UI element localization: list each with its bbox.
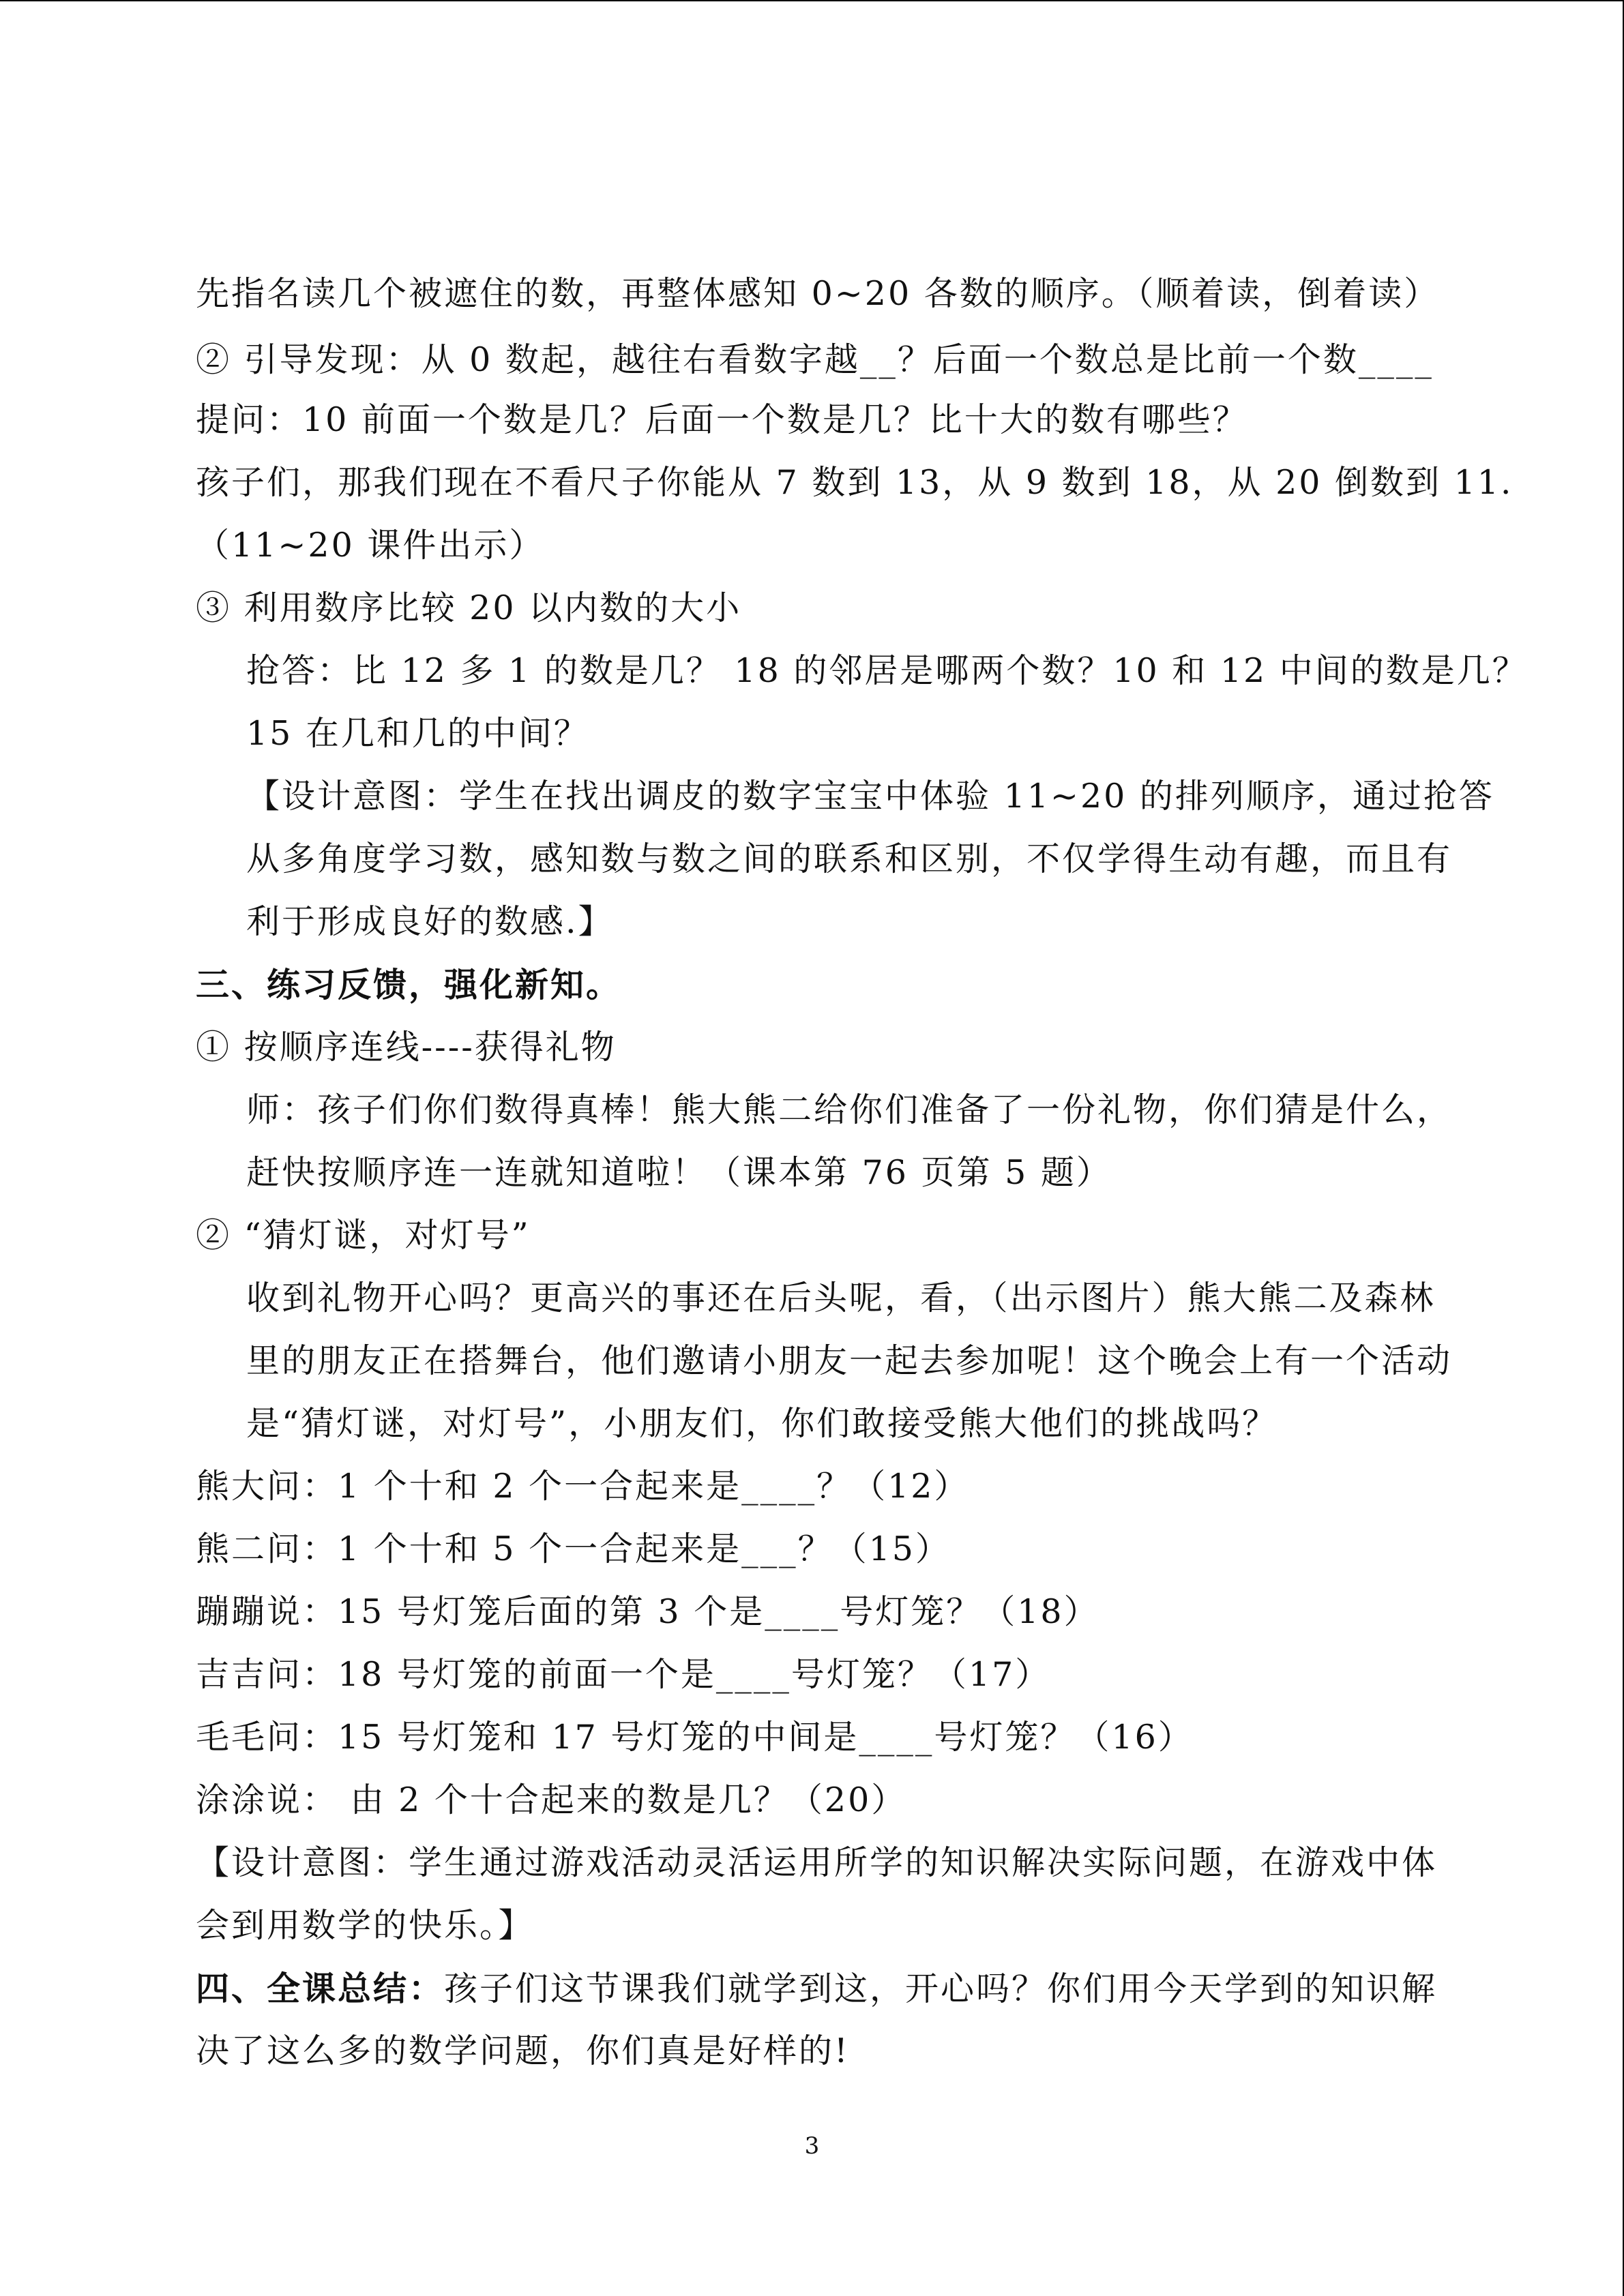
text-line: 15 在几和几的中间？ xyxy=(246,714,589,753)
riddle-line: 熊二问：1 个十和 5 个一合起来是___？（15） xyxy=(196,1530,951,1568)
riddle-line: 毛毛问：15 号灯笼和 17 号灯笼的中间是____号灯笼？（16） xyxy=(196,1718,1194,1757)
text-line: （11~20 课件出示） xyxy=(196,526,545,565)
text-line: 师：孩子们你们数得真棒！熊大熊二给你们准备了一份礼物，你们猜是什么， xyxy=(246,1090,1453,1129)
text-line: 孩子们，那我们现在不看尺子你能从 7 数到 13，从 9 数到 18，从 20 倒数到 11. xyxy=(196,463,1514,502)
text-line: 抢答：比 12 多 1 的数是几？ 18 的邻居是哪两个数？10 和 12 中间的数是几？ xyxy=(246,651,1528,690)
text-line: ② 引导发现：从 0 数起，越往右看数字越__？后面一个数总是比前一个数____ xyxy=(196,340,1434,379)
summary-line xyxy=(196,1961,1437,2016)
riddle-line: 熊大问：1 个十和 2 个一合起来是____？（12） xyxy=(196,1467,970,1506)
section-heading: 三、练习反馈，强化新知。 xyxy=(196,965,622,1004)
text-line: 收到礼物开心吗？更高兴的事还在后头呢，看，（出示图片）熊大熊二及森林 xyxy=(246,1279,1436,1317)
text-line: 先指名读几个被遮住的数，再整体感知 0~20 各数的顺序。（顺着读，倒着读） xyxy=(196,274,1440,313)
text-line: ③ 利用数序比较 20 以内数的大小 xyxy=(196,588,742,627)
text-line: 提问：10 前面一个数是几？后面一个数是几？比十大的数有哪些？ xyxy=(196,400,1248,439)
design-intent-note: 从多角度学习数，感知数与数之间的联系和区别，不仅学得生动有趣，而且有 xyxy=(246,839,1453,878)
text-line: 赶快按顺序连一连就知道啦！（课本第 76 页第 5 题） xyxy=(246,1153,1112,1192)
design-intent-note: 【设计意图：学生通过游戏活动灵活运用所学的知识解决实际问题，在游戏中体 xyxy=(196,1843,1438,1882)
design-intent-note: 【设计意图：学生在找出调皮的数字宝宝中体验 11~20 的排列顺序，通过抢答 xyxy=(246,777,1494,816)
summary-line: 决了这么多的数学问题，你们真是好样的! xyxy=(196,2031,850,2070)
text-line: ② “猜灯谜，对灯号” xyxy=(196,1216,531,1255)
riddle-line: 涂涂说： 由 2 个十合起来的数是几？（20） xyxy=(196,1780,907,1819)
summary-heading: 四、全课总结： xyxy=(196,1969,445,2008)
design-intent-note: 会到用数学的快乐。】 xyxy=(196,1906,534,1945)
text-line: 里的朋友正在搭舞台，他们邀请小朋友一起去参加呢！这个晚会上有一个活动 xyxy=(246,1341,1453,1380)
riddle-line: 吉吉问：18 号灯笼的前面一个是____号灯笼？（17） xyxy=(196,1655,1051,1694)
summary-text: 孩子们这节课我们就学到这，开心吗？你们用今天学到的知识解 xyxy=(444,1969,1438,2008)
text-line: 是“猜灯谜，对灯号”，小朋友们，你们敢接受熊大他们的挑战吗？ xyxy=(246,1404,1278,1443)
riddle-line: 蹦蹦说：15 号灯笼后面的第 3 个是____号灯笼？（18） xyxy=(196,1592,1099,1631)
text-line: ① 按顺序连线----获得礼物 xyxy=(196,1028,617,1067)
design-intent-note: 利于形成良好的数感.】 xyxy=(246,902,614,941)
page-number: 3 xyxy=(804,2132,820,2160)
